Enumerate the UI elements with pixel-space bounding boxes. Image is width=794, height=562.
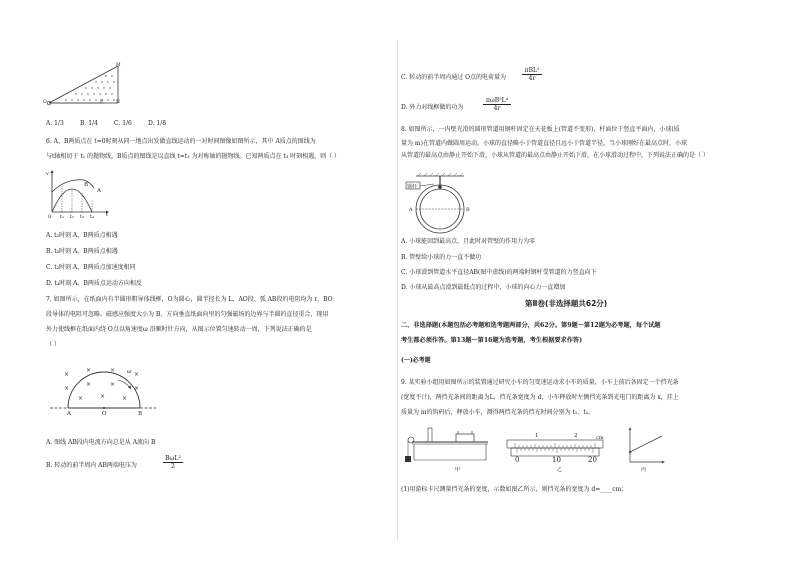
q6-stem-line1: 6. A、B两质点在 t=0时刻从同一地点出发做直线运动的一对时间图像如图所示，其中 A质点的图线为 [46, 138, 316, 145]
triangle-figure [46, 62, 136, 108]
q7-paren: （ ） [46, 341, 60, 348]
svg-text:×: × [64, 385, 70, 392]
vt-t4: t₄ [90, 214, 95, 220]
svg-text:×: × [134, 385, 140, 392]
q8-choice-d: D. 小球从最高点滑到最低点的过程中，小球的向心力一直增加 [401, 284, 566, 291]
q7-stem-line1: 7. 如图所示，在纸面内有半圆形粗导体线框，O为圆心，圆半径长为 L，AO段、弧 AB段的电阻均为 r，BO [46, 296, 333, 303]
svg-text:×: × [100, 393, 106, 400]
vt-axis-v: v [46, 171, 49, 177]
linear-graph-figure [622, 426, 668, 468]
q7-choice-d: D. 外力对线框做的功为 [401, 104, 464, 111]
q8-stem-line2: 量为 m)在管道内做圆周运动。小球的直径略小于管道直径且远小于管道半径，当小球刚好在最高点时，小球 [401, 140, 687, 147]
q5-choice-c: C. 1/6 [114, 120, 132, 127]
svg-text:×: × [64, 371, 70, 378]
semicircle-omega: ω [127, 369, 132, 375]
svg-text:×: × [86, 381, 92, 388]
ring-label-b: B [466, 207, 470, 213]
q6-choice-b: B. t₃时刻 A、B两质点相遇 [46, 248, 118, 255]
q8-stem-line3: 从管道的最高点由静止开始下滑，小球从管道的最高点由静止开始下滑，在小球滑动过程中，下列说法正确的是（ ） [401, 152, 709, 159]
part2-instruction-line2: 考生都必须作答。第13题～第16题为选考题，考生根据要求作答) [401, 337, 583, 344]
caption-yi: 乙 [557, 467, 563, 473]
q7-choice-d-fraction [483, 97, 511, 112]
caption-jia: 甲 [455, 467, 461, 473]
q7-choice-a: A. 图线 AB段内电流方向总是从 A流向 B [46, 439, 156, 446]
vernier-main-1: 1 [535, 433, 539, 439]
semicircle-o: O [102, 411, 107, 417]
part2-title: 第Ⅱ卷(非选择题共62分) [525, 299, 608, 308]
q6-choice-a: A. t₂时刻 A、B两质点相遇 [46, 232, 118, 239]
q6-choice-c: C. t₂时刻 A、B两质点加速度相同 [46, 264, 136, 271]
q5-choice-b: B. 1/4 [80, 120, 98, 127]
q6-choice-d: D. t₄时刻 A、B两质点运动方向相反 [46, 280, 142, 287]
q7-choice-c-fraction [522, 67, 542, 82]
fraction-numerator: πBL² [524, 67, 540, 74]
q8-choice-b: B. 管壁给小球的力一直不做功 [401, 254, 482, 261]
q5-choice-a: A. 1/3 [46, 120, 64, 127]
q5-choice-d: D. 1/8 [148, 120, 167, 127]
svg-text:×: × [122, 395, 128, 402]
vt-label-a: A [97, 188, 101, 194]
q8-choice-a: A. 小球能回到最高点，且此时对管壁的作用力为零 [401, 238, 536, 245]
caption-bing: 丙 [641, 467, 647, 473]
fraction-denominator: 4r [522, 74, 542, 82]
vernier-main-2: 2 [574, 433, 578, 439]
q9-stem-line3: 质量为 m的钩码后，释放小车，测得两挡光条的挡光时间分别为 t₁、t₂。 [401, 409, 595, 416]
ring-figure [404, 172, 480, 234]
vt-axis-t: t [106, 212, 109, 218]
fraction-denominator: 2 [163, 462, 183, 470]
semicircle-b: B [138, 411, 143, 417]
vt-t1: t₁ [60, 214, 65, 220]
q7-choice-b-fraction [163, 455, 183, 470]
svg-text:×: × [110, 381, 116, 388]
vernier-unit: cm [596, 435, 604, 441]
q8-choice-c: C. 小球滑到管道水平直径AB(图中虚线)的两端时钢杆受管道的力竖直向下 [401, 269, 597, 276]
required-section-title: (一)必考题 [401, 357, 431, 364]
ring-rod-label: 钢杆 [407, 184, 418, 190]
fraction-numerator: BωL² [165, 455, 181, 462]
fig-label-n: N [116, 100, 120, 105]
vt-t2: t₂ [70, 214, 75, 220]
fig-label-p: P [100, 100, 104, 105]
vernier-scale-20: 20 [588, 456, 597, 464]
svg-text:×: × [78, 395, 84, 402]
vt-label-b: B [84, 182, 89, 188]
fraction-numerator: πωB²L⁴ [485, 97, 509, 104]
fig-label-o: O [43, 100, 47, 105]
q7-stem-line2: 段导体的电阻可忽略。磁感应强度大小为 B、方向垂直纸面向里的匀强磁场的边界与半圆的直径重合，现用 [46, 311, 329, 318]
fraction-denominator: 4r [483, 104, 511, 112]
vt-t3: t₃ [80, 214, 85, 220]
ring-label-a: A [409, 207, 413, 213]
fig-label-m: M [116, 63, 121, 68]
q9-part1: (1)用游标卡尺测量挡光条的宽度，示数如图乙所示，则挡光条的宽度为 d=____cm； [401, 486, 628, 493]
svg-text:×: × [110, 367, 116, 374]
svg-text:×: × [86, 367, 92, 374]
apparatus-figure [402, 426, 490, 468]
vernier-scale-0: 0 [515, 456, 520, 464]
q7-stem-line3: 外力使线框在纸面内绕 O点以角速度ω 沿顺时针方向，从图示位置匀速转动一周，下列说法正确的是 [46, 326, 312, 333]
semicircle-a: A [67, 411, 71, 417]
svg-text:×: × [134, 371, 140, 378]
q7-choice-b: B. 转动的前半周内 AB两端电压为 [46, 462, 137, 469]
q6-stem-line2: 与t轴相切于 t₁ 的抛物线，B质点的图线是以直线 t=t₃ 为对称轴的抛物线。已知两质点在 t₃ 时刻相遇，则（ ） [46, 153, 341, 160]
q9-stem-line2: (宽度不计)，两挡光条间的距离为L，挡光条宽度为 d，小车释放时左侧挡光条到光电门的距离为 x，挂上 [401, 394, 679, 401]
vt-origin: 0 [48, 214, 52, 220]
q9-stem-line1: 9. 某实验小组用如图所示的装置通过研究小车的匀变速运动求小车的质量，小车上前后各固定一个挡光条 [401, 379, 679, 386]
q7-choice-c: C. 转动的前半周内通过 O点的电荷量为 [401, 74, 507, 81]
column-divider [397, 40, 398, 540]
part2-instruction-line1: 二、非选择题(本题包括必考题和选考题两部分，共62分。第9题～第12题为必考题，每个试题 [401, 322, 661, 329]
q8-stem-line1: 8. 如图所示，一内壁光滑的圆形管道用钢杆固定在天花板上(管道不变形)，杆面位于竖直平面内，小球(质 [401, 126, 680, 133]
vernier-scale-10: 10 [552, 456, 561, 464]
